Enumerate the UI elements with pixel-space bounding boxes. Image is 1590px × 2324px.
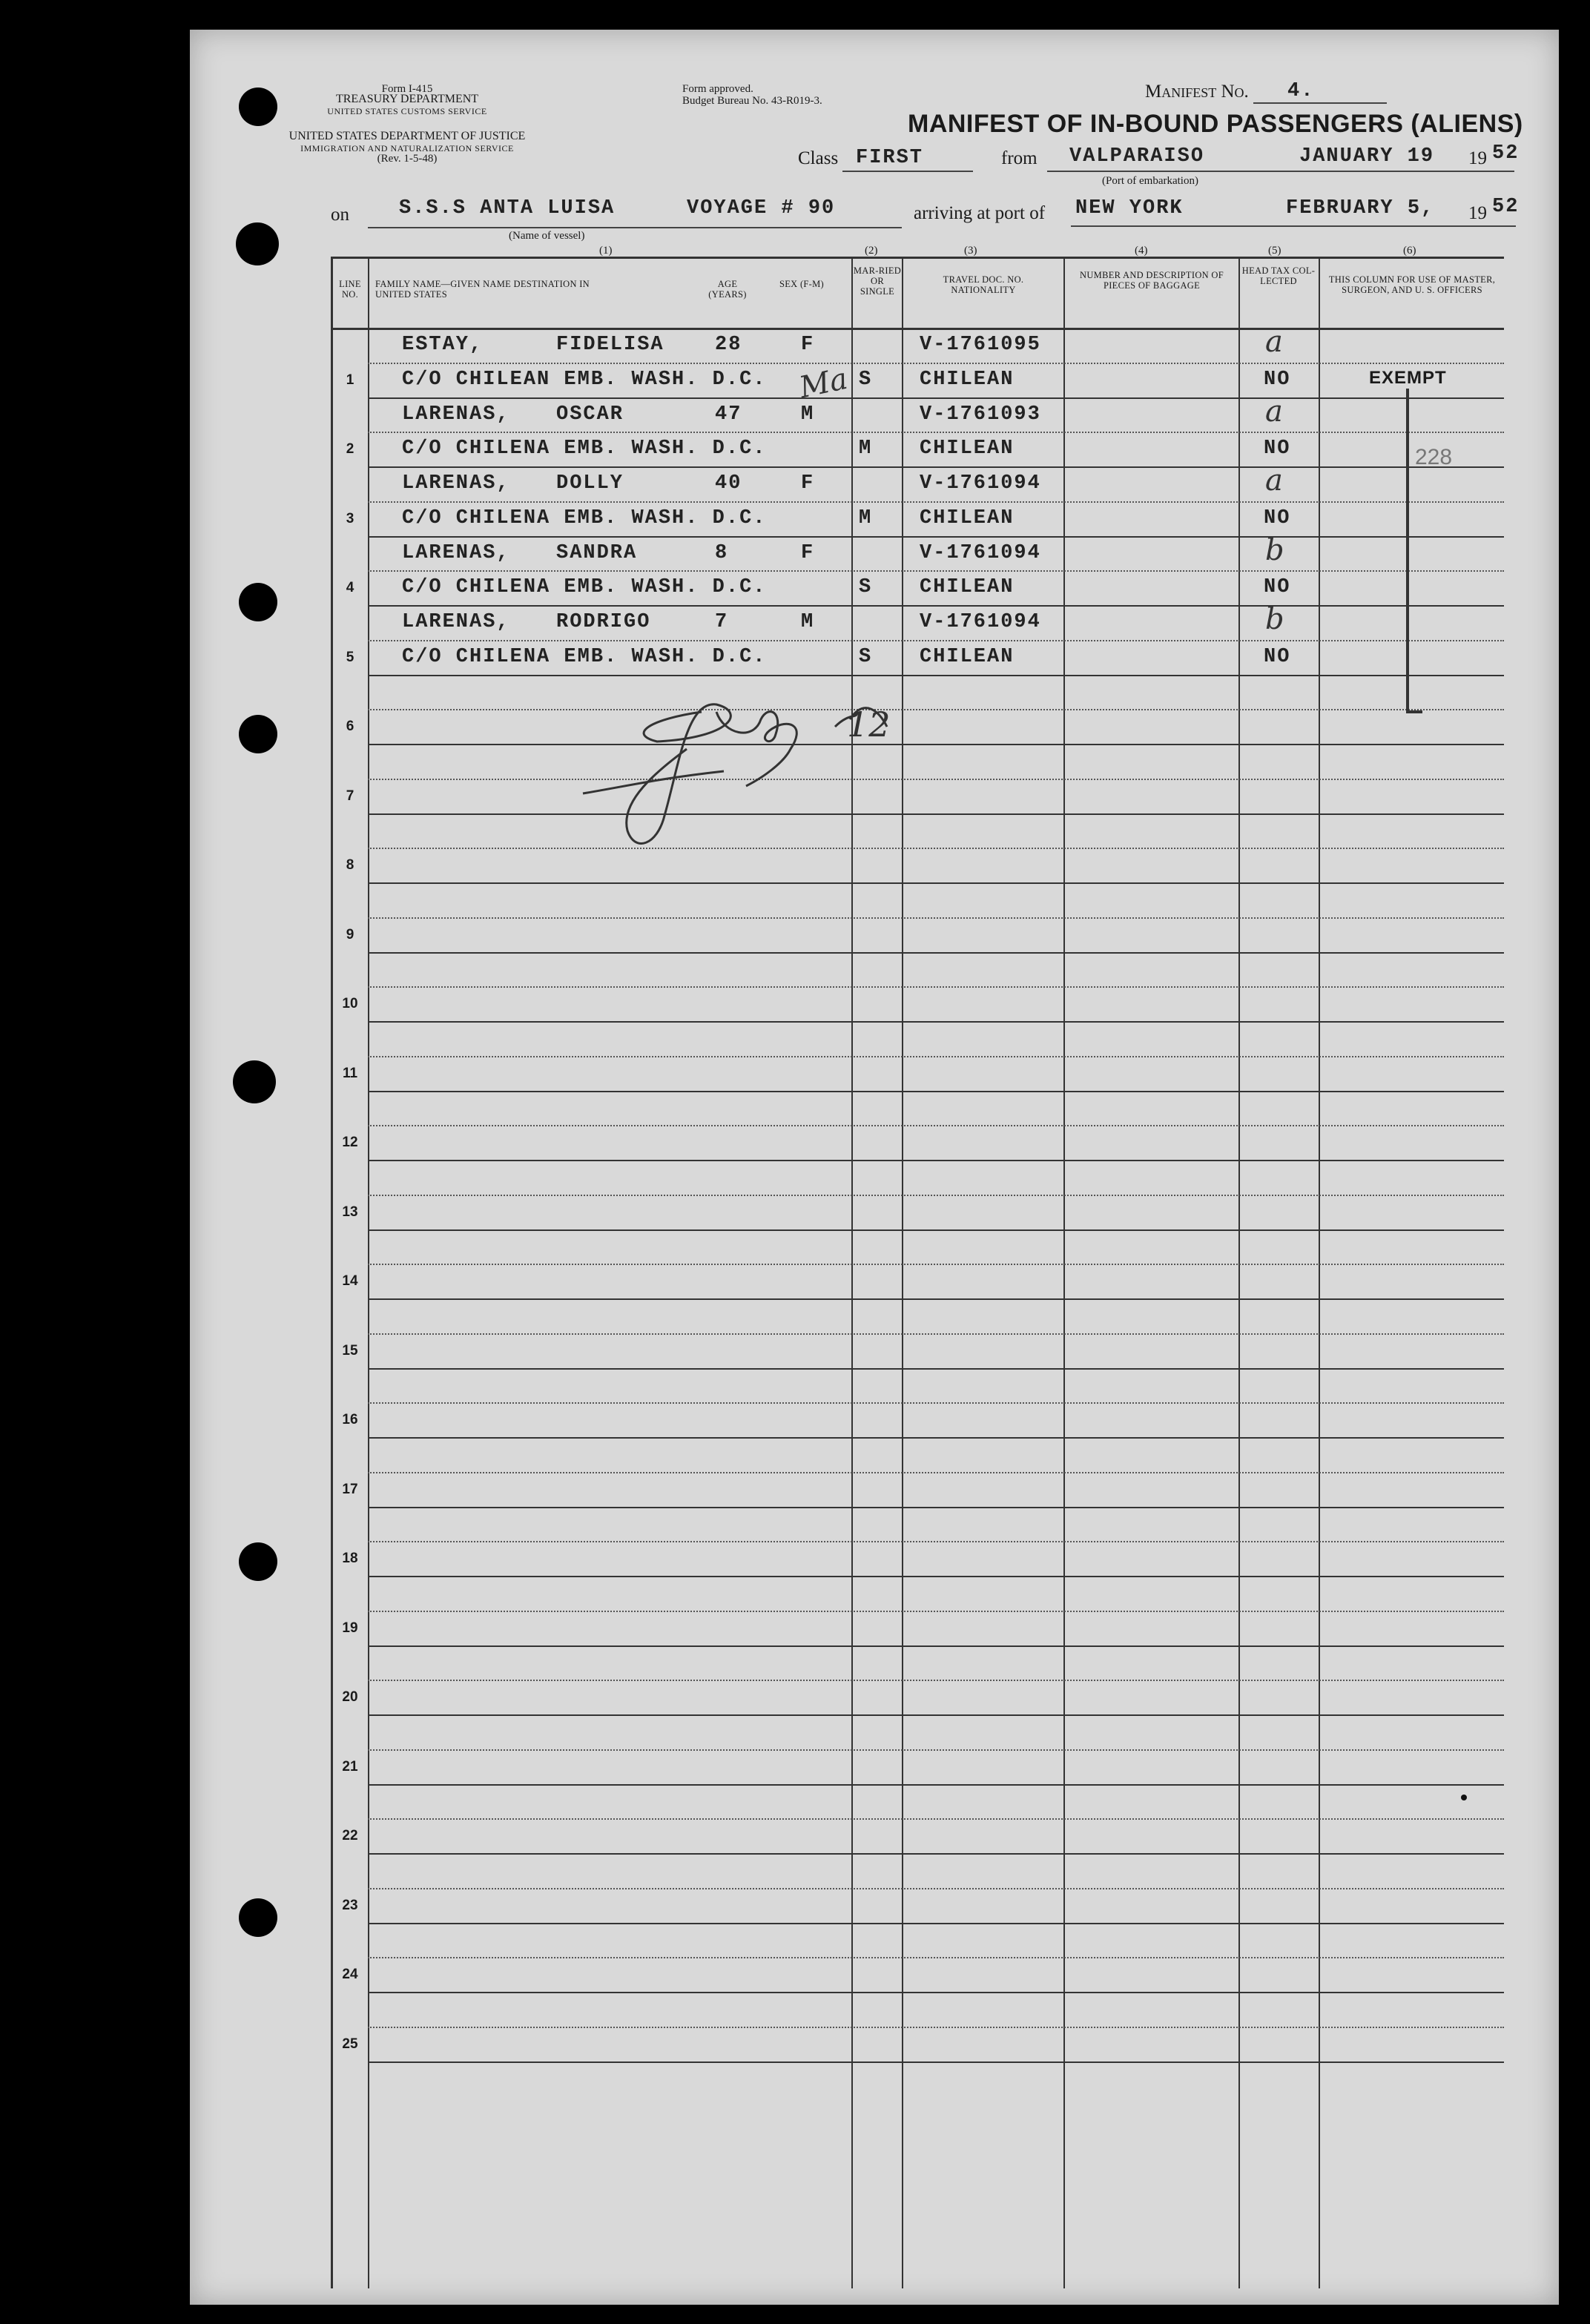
line-number: 1 — [346, 372, 354, 388]
head-tax-mark: a — [1265, 325, 1283, 359]
year-2: 52 — [1492, 196, 1520, 218]
passenger-given-name: DOLLY — [556, 472, 624, 495]
row-rule — [368, 1923, 1504, 1924]
row-rule — [368, 1368, 1504, 1370]
passenger-given-name: RODRIGO — [556, 611, 651, 633]
binder-hole — [233, 1060, 276, 1103]
row-midline — [368, 1333, 1504, 1335]
passenger-family-name: LARENAS, — [402, 611, 510, 633]
passenger-age: 28 — [715, 334, 742, 356]
row-midline — [368, 501, 1504, 503]
col-num-4: (4) — [1135, 245, 1148, 257]
line-number: 16 — [342, 1412, 358, 1427]
passenger-family-name: LARENAS, — [402, 541, 510, 564]
passenger-family-name: LARENAS, — [402, 472, 510, 495]
year-prefix-1: 19 — [1468, 148, 1487, 168]
row-midline — [368, 1056, 1504, 1057]
from-value: VALPARAISO — [1069, 145, 1205, 168]
head-tax-mark: b — [1265, 602, 1284, 636]
voyage-number: VOYAGE # 90 — [687, 197, 836, 219]
justice-dept: UNITED STATES DEPARTMENT OF JUSTICE — [288, 130, 526, 142]
col-num-2: (2) — [865, 245, 878, 257]
handwritten-note: Ma — [796, 361, 851, 406]
passenger-age: 47 — [715, 403, 742, 426]
row-rule — [368, 882, 1504, 884]
passenger-travel-doc: V-1761094 — [920, 611, 1041, 633]
row-midline — [368, 432, 1504, 433]
header-name: FAMILY NAME—GIVEN NAME DESTINATION IN UNITED STATES — [375, 279, 590, 300]
passenger-destination: C/O CHILENA EMB. WASH. D.C. — [402, 438, 767, 460]
form-approved: Form approved. — [682, 83, 753, 95]
treasury-dept: TREASURY DEPARTMENT — [335, 93, 479, 105]
row-midline — [368, 1125, 1504, 1126]
passenger-travel-doc: V-1761093 — [920, 403, 1041, 426]
passenger-marital: M — [859, 438, 873, 460]
row-rule — [368, 466, 1504, 468]
line-number: 23 — [342, 1897, 358, 1913]
passenger-marital: S — [859, 368, 873, 391]
arriving-label: arriving at port of — [914, 203, 1046, 223]
row-rule — [368, 1507, 1504, 1508]
ink-dot — [1461, 1795, 1467, 1800]
head-tax-mark: b — [1265, 532, 1284, 567]
row-rule — [368, 1784, 1504, 1786]
passenger-destination: C/O CHILEAN EMB. WASH. D.C. — [402, 368, 767, 391]
head-tax-mark: a — [1265, 463, 1283, 498]
vessel-note: (Name of vessel) — [509, 230, 585, 242]
row-rule — [368, 605, 1504, 607]
passenger-sex: F — [801, 334, 815, 356]
row-midline — [368, 1680, 1504, 1681]
line-number: 2 — [346, 441, 354, 457]
passenger-nationality: CHILEAN — [920, 368, 1015, 391]
line-number: 13 — [342, 1204, 358, 1220]
passenger-sex: F — [801, 472, 815, 495]
line-number: 19 — [342, 1620, 358, 1636]
passenger-travel-doc: V-1761094 — [920, 541, 1041, 564]
row-rule — [368, 2061, 1504, 2063]
passenger-sex: M — [801, 611, 815, 633]
passenger-marital: S — [859, 576, 873, 599]
line-number: 18 — [342, 1551, 358, 1566]
passenger-marital: S — [859, 645, 873, 668]
passenger-destination: C/O CHILENA EMB. WASH. D.C. — [402, 645, 767, 668]
line-number: 15 — [342, 1342, 358, 1359]
passenger-destination: C/O CHILENA EMB. WASH. D.C. — [402, 576, 767, 599]
header-sex: SEX (F-M) — [779, 279, 824, 289]
row-midline — [368, 1541, 1504, 1542]
header-baggage: NUMBER AND DESCRIPTION OF PIECES OF BAGGAGE — [1080, 270, 1224, 291]
exempt-stamp: EXEMPT — [1369, 368, 1447, 388]
from-label: from — [1001, 148, 1038, 168]
head-tax-mark: a — [1265, 394, 1283, 429]
passenger-head-tax: NO — [1264, 506, 1291, 529]
row-rule — [368, 1298, 1504, 1300]
passenger-family-name: LARENAS, — [402, 403, 510, 426]
col-num-6: (6) — [1403, 245, 1416, 257]
row-rule — [368, 1229, 1504, 1231]
row-midline — [368, 1264, 1504, 1265]
passenger-nationality: CHILEAN — [920, 506, 1015, 529]
header-officers: THIS COLUMN FOR USE OF MASTER, SURGEON, AND U. S. OFFICERS — [1328, 274, 1496, 295]
row-midline — [368, 363, 1504, 364]
binder-hole — [239, 88, 277, 126]
col-num-5: (5) — [1268, 245, 1281, 257]
binder-hole — [239, 1542, 277, 1581]
line-number: 7 — [346, 788, 354, 804]
row-midline — [368, 1611, 1504, 1612]
line-number: 22 — [342, 1828, 358, 1843]
passenger-head-tax: NO — [1264, 645, 1291, 668]
customs-service: UNITED STATES CUSTOMS SERVICE — [327, 106, 487, 116]
line-number: 8 — [346, 857, 354, 873]
line-number: 17 — [342, 1481, 358, 1497]
binder-hole — [239, 583, 277, 621]
passenger-travel-doc: V-1761095 — [920, 334, 1041, 356]
manifest-no-label: Manifest No. — [1145, 82, 1249, 102]
passenger-age: 8 — [715, 541, 729, 564]
line-number: 21 — [342, 1758, 358, 1775]
passenger-destination: C/O CHILENA EMB. WASH. D.C. — [402, 506, 767, 529]
budget-bureau: Budget Bureau No. 43-R019-3. — [682, 95, 822, 107]
row-midline — [368, 1888, 1504, 1889]
row-midline — [368, 986, 1504, 988]
row-midline — [368, 1749, 1504, 1751]
row-rule — [368, 397, 1504, 399]
passenger-head-tax: NO — [1264, 576, 1291, 599]
line-number: 14 — [342, 1273, 358, 1289]
row-rule — [368, 536, 1504, 538]
line-number: 25 — [342, 2036, 358, 2052]
row-rule — [368, 1714, 1504, 1716]
manifest-no-value: 4. — [1287, 80, 1315, 102]
header-line: LINE NO. — [339, 279, 361, 300]
line-number: 24 — [342, 1967, 358, 1982]
row-midline — [368, 1818, 1504, 1820]
row-rule — [368, 1091, 1504, 1092]
port-embark-note: (Port of embarkation) — [1102, 175, 1198, 187]
row-midline — [368, 570, 1504, 572]
passenger-head-tax: NO — [1264, 438, 1291, 460]
signature-tail: 12 — [847, 704, 891, 745]
passenger-sex: F — [801, 541, 815, 564]
row-midline — [368, 640, 1504, 641]
row-midline — [368, 1472, 1504, 1473]
col-num-1: (1) — [599, 245, 613, 257]
row-midline — [368, 1402, 1504, 1404]
form-revision: (Rev. 1-5-48) — [377, 153, 438, 165]
row-midline — [368, 1195, 1504, 1196]
line-number: 3 — [346, 510, 354, 526]
form-number: Form I-415 — [381, 83, 433, 95]
row-midline — [368, 2027, 1504, 2028]
class-label: Class — [798, 148, 839, 168]
row-rule — [368, 1437, 1504, 1439]
header-married: MAR-RIED OR SINGLE — [853, 265, 902, 297]
passenger-age: 40 — [715, 472, 742, 495]
binder-hole — [236, 222, 279, 265]
passenger-travel-doc: V-1761094 — [920, 472, 1041, 495]
passenger-family-name: ESTAY, — [402, 334, 484, 356]
passenger-head-tax: NO — [1264, 368, 1291, 391]
passenger-nationality: CHILEAN — [920, 438, 1015, 460]
passenger-given-name: SANDRA — [556, 541, 638, 564]
passenger-sex: M — [801, 403, 815, 426]
stamp-number: 228 — [1415, 445, 1453, 469]
passenger-nationality: CHILEAN — [920, 645, 1015, 668]
line-number: 9 — [346, 926, 354, 943]
page-title: MANIFEST OF IN-BOUND PASSENGERS (ALIENS) — [908, 110, 1523, 138]
line-number: 12 — [342, 1135, 358, 1150]
manifest-sheet — [190, 30, 1559, 2305]
binder-hole — [239, 715, 277, 753]
year-1: 52 — [1492, 142, 1520, 165]
arrival-date: FEBRUARY 5, — [1286, 197, 1435, 219]
header-headtax: HEAD TAX COL-LECTED — [1241, 265, 1316, 286]
row-midline — [368, 1957, 1504, 1958]
signature — [538, 667, 909, 875]
row-rule — [368, 1021, 1504, 1023]
row-rule — [368, 1576, 1504, 1577]
row-rule — [368, 1160, 1504, 1161]
class-value: FIRST — [856, 147, 924, 169]
row-midline — [368, 917, 1504, 919]
line-number: 20 — [342, 1689, 358, 1705]
vessel-name: S.S.S ANTA LUISA — [399, 197, 616, 219]
line-number: 4 — [346, 580, 354, 595]
passenger-given-name: OSCAR — [556, 403, 624, 426]
year-prefix-2: 19 — [1468, 203, 1487, 223]
row-rule — [368, 1853, 1504, 1855]
header-age: AGE (YEARS) — [708, 279, 747, 300]
binder-hole — [239, 1898, 277, 1937]
depart-date: JANUARY 19 — [1299, 145, 1435, 168]
header-travel: TRAVEL DOC. NO. NATIONALITY — [943, 274, 1024, 295]
col-num-3: (3) — [964, 245, 977, 257]
passenger-nationality: CHILEAN — [920, 576, 1015, 599]
row-rule — [368, 1992, 1504, 1993]
line-number: 5 — [346, 649, 354, 665]
arrival-port: NEW YORK — [1075, 197, 1184, 219]
row-rule — [368, 1645, 1504, 1647]
line-number: 6 — [346, 719, 354, 734]
row-rule — [368, 952, 1504, 954]
line-number: 11 — [342, 1065, 358, 1081]
ins-service: IMMIGRATION AND NATURALIZATION SERVICE — [300, 143, 514, 153]
passenger-marital: M — [859, 506, 873, 529]
passenger-age: 7 — [715, 611, 729, 633]
on-label: on — [331, 205, 349, 225]
passenger-given-name: FIDELISA — [556, 334, 664, 356]
line-number: 10 — [342, 996, 358, 1011]
